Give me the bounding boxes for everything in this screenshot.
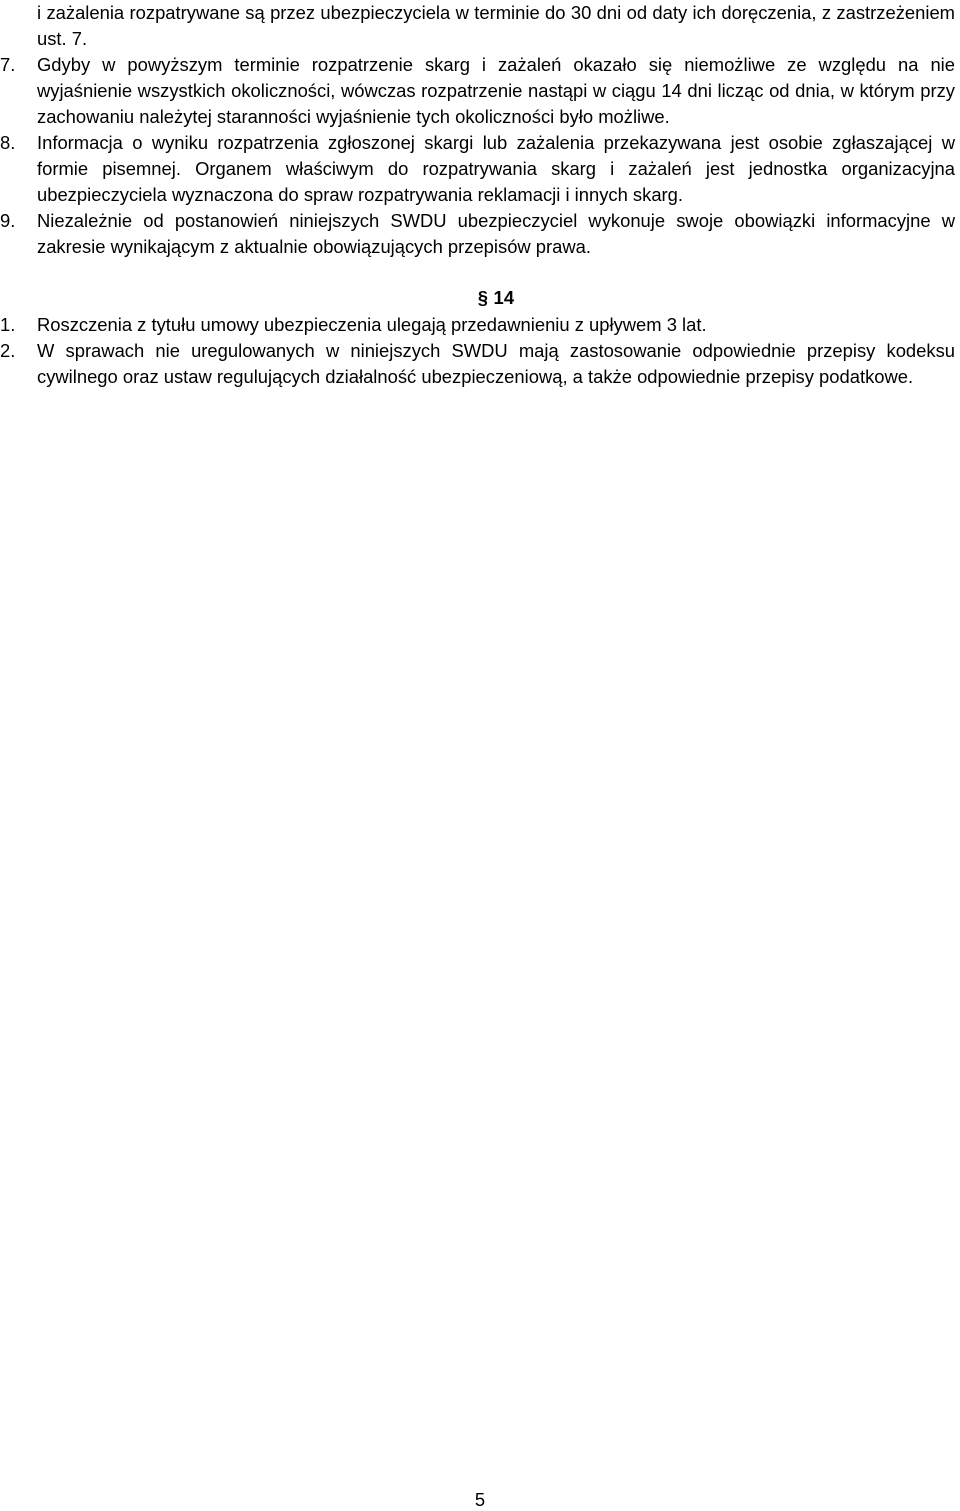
continuation-paragraph: i zażalenia rozpatrywane są przez ubezpieczyciela w terminie do 30 dni od daty ich doręczenia, z zastrzeżeniem ust. 7. — [37, 2, 955, 49]
section-heading: § 14 — [477, 287, 515, 308]
list-item-number: 8. — [0, 132, 16, 153]
list-item-number: 7. — [0, 54, 16, 75]
section-list-item-2 — [0, 338, 955, 390]
list-item-9 — [0, 208, 955, 260]
list-item-8 — [0, 130, 955, 208]
list-item-number: 9. — [0, 210, 16, 231]
section-list-item-1 — [0, 312, 955, 338]
list-item-text: Informacja o wyniku rozpatrzenia zgłoszonej skargi lub zażalenia przekazywana jest osobie zgłaszającej w formie pisemnej. Organem właściwym do rozpatrywania skarg i zażaleń jest jednostka organizacyjna ubezpieczyciela wyznaczona do spraw rozpatrywania reklamacji i innych skarg. — [37, 132, 955, 205]
list-item-number: 2. — [0, 340, 16, 361]
list-item-number: 1. — [0, 314, 16, 335]
list-item-7 — [0, 52, 955, 130]
document-body — [0, 0, 955, 390]
list-item-text: Gdyby w powyższym terminie rozpatrzenie skarg i zażaleń okazało się niemożliwe ze względu na nie wyjaśnienie wszystkich okoliczności, wówczas rozpatrzenie nastąpi w ciągu 14 dni licząc od dnia, w którym przy zachowaniu należytej staranności wyjaśnienie tych okoliczności było możliwe. — [37, 54, 955, 127]
list-item-text: Roszczenia z tytułu umowy ubezpieczenia ulegają przedawnieniu z upływem 3 lat. — [37, 314, 707, 335]
list-item-text: Niezależnie od postanowień niniejszych SWDU ubezpieczyciel wykonuje swoje obowiązki informacyjne w zakresie wynikającym z aktualnie obowiązujących przepisów prawa. — [37, 210, 955, 257]
list-item-text: W sprawach nie uregulowanych w niniejszych SWDU mają zastosowanie odpowiednie przepisy kodeksu cywilnego oraz ustaw regulujących działalność ubezpieczeniową, a także odpowiednie przepisy podatkowe. — [37, 340, 955, 387]
page-number: 5 — [474, 1489, 486, 1510]
